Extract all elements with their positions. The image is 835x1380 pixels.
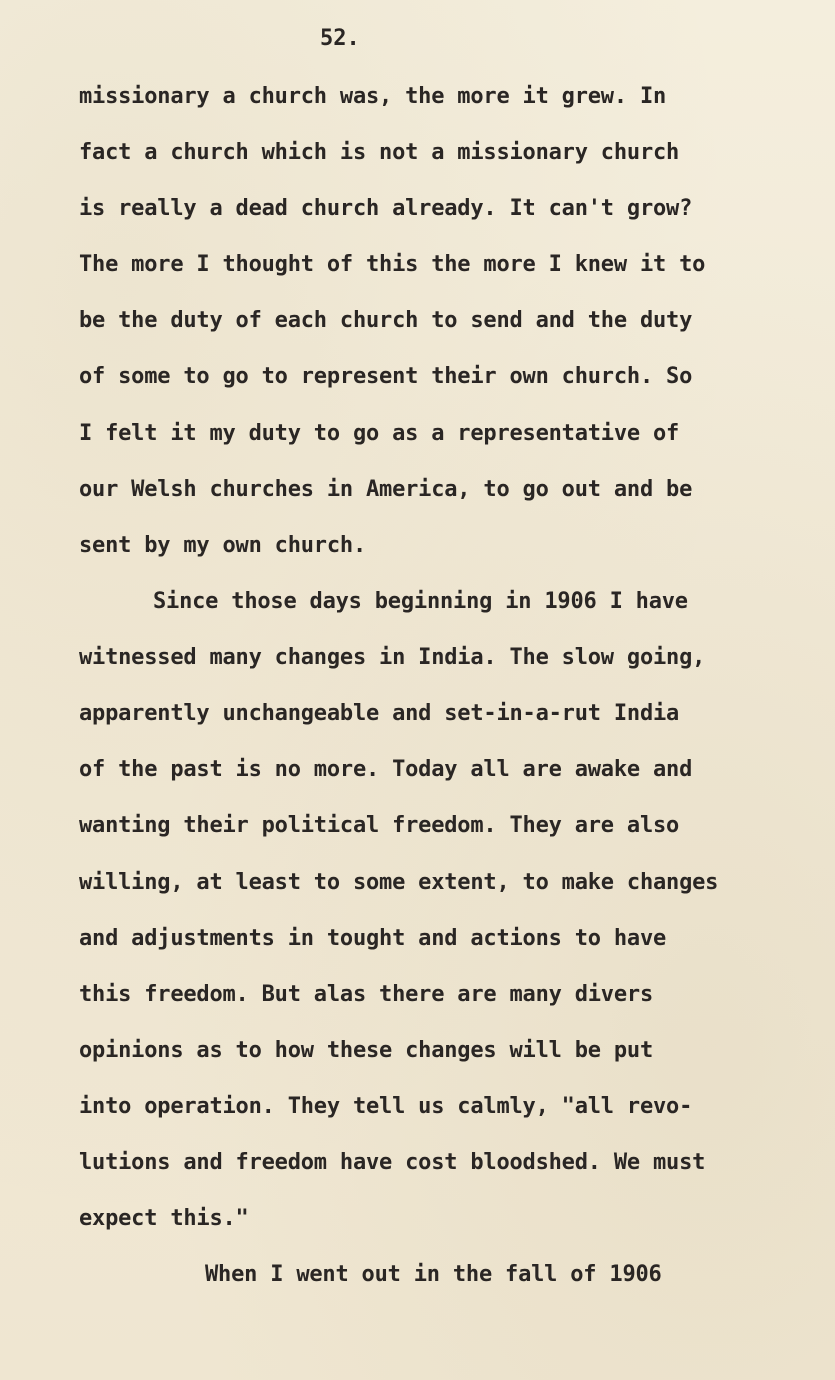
text-line: The more I thought of this the more I knew it to bbox=[79, 252, 706, 277]
text-line: sent by my own church. bbox=[79, 533, 366, 558]
text-line: missionary a church was, the more it grew. In bbox=[79, 84, 667, 109]
paragraph-start-line: Since those days beginning in 1906 I have bbox=[153, 589, 688, 614]
text-line: expect this." bbox=[79, 1206, 249, 1231]
page-number: 52. bbox=[320, 26, 360, 51]
text-line: of some to go to represent their own church. So bbox=[79, 364, 693, 389]
paragraph-start-line: When I went out in the fall of 1906 bbox=[205, 1262, 662, 1287]
text-line: I felt it my duty to go as a representative of bbox=[79, 421, 680, 446]
text-line: fact a church which is not a missionary church bbox=[79, 140, 680, 165]
text-line: apparently unchangeable and set-in-a-rut India bbox=[79, 701, 680, 726]
text-line: this freedom. But alas there are many divers bbox=[79, 982, 653, 1007]
text-line: wanting their political freedom. They are also bbox=[79, 813, 680, 838]
text-line: be the duty of each church to send and the duty bbox=[79, 308, 693, 333]
text-line: our Welsh churches in America, to go out and be bbox=[79, 477, 693, 502]
text-line: witnessed many changes in India. The slow going, bbox=[79, 645, 706, 670]
text-line: of the past is no more. Today all are awake and bbox=[79, 757, 693, 782]
text-line: is really a dead church already. It can't grow? bbox=[79, 196, 693, 221]
text-line: into operation. They tell us calmly, "all revo- bbox=[79, 1094, 693, 1119]
text-line: lutions and freedom have cost bloodshed. We must bbox=[79, 1150, 706, 1175]
text-line: and adjustments in tought and actions to have bbox=[79, 926, 667, 951]
text-line: opinions as to how these changes will be put bbox=[79, 1038, 653, 1063]
text-line: willing, at least to some extent, to make changes bbox=[79, 870, 719, 895]
